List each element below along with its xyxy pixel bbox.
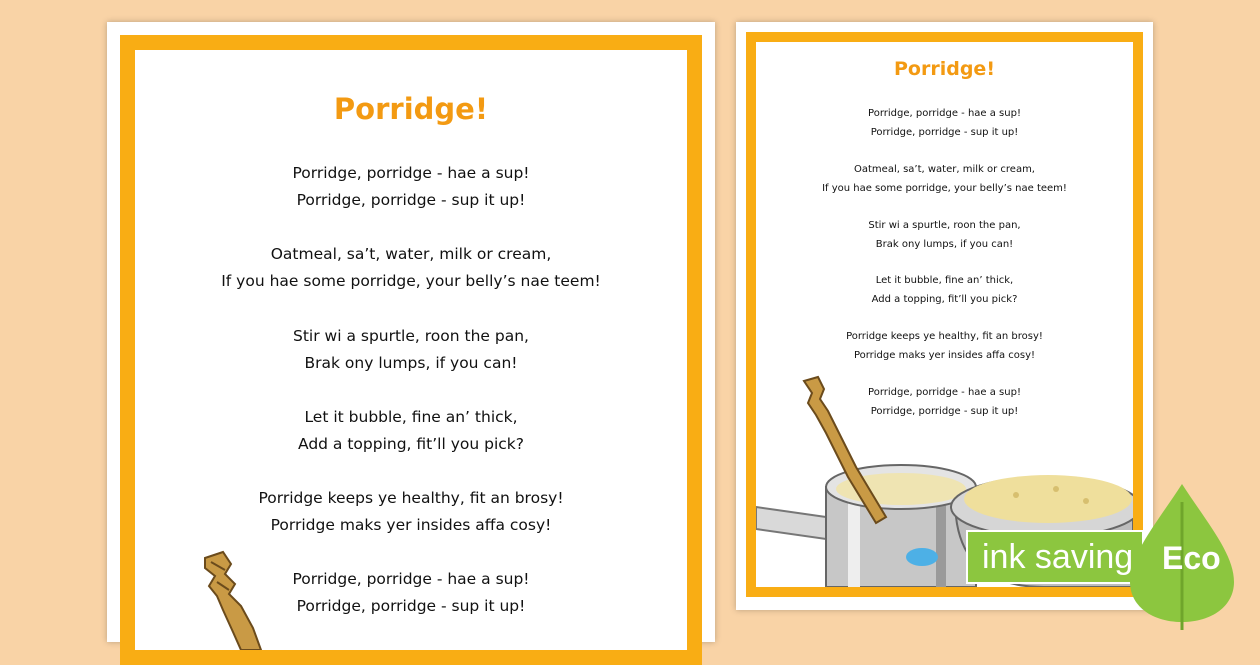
orange-border-frame xyxy=(120,35,702,665)
eco-label: Eco xyxy=(1162,540,1221,576)
verse-1 xyxy=(135,160,687,214)
verse-1 xyxy=(756,105,1133,142)
verse-line: Porridge, porridge - sup it up! xyxy=(870,126,1019,138)
verse-line: Porridge, porridge - sup it up! xyxy=(296,597,526,615)
verse-2 xyxy=(756,161,1133,198)
verse-line: Add a topping, fit’ll you pick? xyxy=(297,435,524,453)
verse-3 xyxy=(756,217,1133,254)
verse-line: Porridge, porridge - sup it up! xyxy=(296,191,526,209)
verse-line: Porridge maks yer insides affa cosy! xyxy=(270,516,552,534)
spurtle-illustration xyxy=(195,550,285,650)
verse-line: Porridge keeps ye healthy, fit an brosy! xyxy=(846,331,1043,342)
verse-line: Porridge, porridge - hae a sup! xyxy=(292,164,530,182)
verse-line: Porridge, porridge - hae a sup! xyxy=(292,570,530,588)
verse-line: Brak ony lumps, if you can! xyxy=(304,354,518,372)
ink-saving-bar xyxy=(966,530,1144,584)
ink-saving-eco-badge xyxy=(966,482,1260,630)
poem-title: Porridge! xyxy=(333,92,489,126)
ink-saving-text: ink saving xyxy=(982,538,1134,576)
poem-sheet-large xyxy=(107,22,715,642)
verse-line: Oatmeal, sa’t, water, milk or cream, xyxy=(854,164,1035,175)
verse-line: Stir wi a spurtle, roon the pan, xyxy=(293,327,529,345)
verse-line: Brak ony lumps, if you can! xyxy=(875,238,1014,250)
verse-line: Stir wi a spurtle, roon the pan, xyxy=(868,220,1021,231)
verse-line: Porridge keeps ye healthy, fit an brosy! xyxy=(258,489,564,507)
verse-line: Let it bubble, fine an’ thick, xyxy=(875,275,1014,286)
verse-4 xyxy=(756,272,1133,309)
verse-5 xyxy=(135,485,687,539)
verse-4 xyxy=(135,404,687,458)
verse-line: If you hae some porridge, your belly’s nae teem! xyxy=(221,272,601,290)
verse-line: Add a topping, fit’ll you pick? xyxy=(871,293,1018,305)
verse-5 xyxy=(756,328,1133,365)
verse-line: Porridge, porridge - sup it up! xyxy=(870,405,1019,417)
verse-line: If you hae some porridge, your belly’s nae teem! xyxy=(822,182,1067,194)
verse-2 xyxy=(135,241,687,295)
verse-line: Let it bubble, fine an’ thick, xyxy=(304,408,518,426)
verse-line: Porridge, porridge - hae a sup! xyxy=(868,108,1021,119)
poem-title: Porridge! xyxy=(894,58,995,80)
verse-line: Oatmeal, sa’t, water, milk or cream, xyxy=(270,245,552,263)
twinkl-logo-icon xyxy=(906,548,938,566)
verse-line: Porridge, porridge - hae a sup! xyxy=(868,387,1021,398)
verse-line: Porridge maks yer insides affa cosy! xyxy=(853,349,1036,361)
verse-3 xyxy=(135,323,687,377)
